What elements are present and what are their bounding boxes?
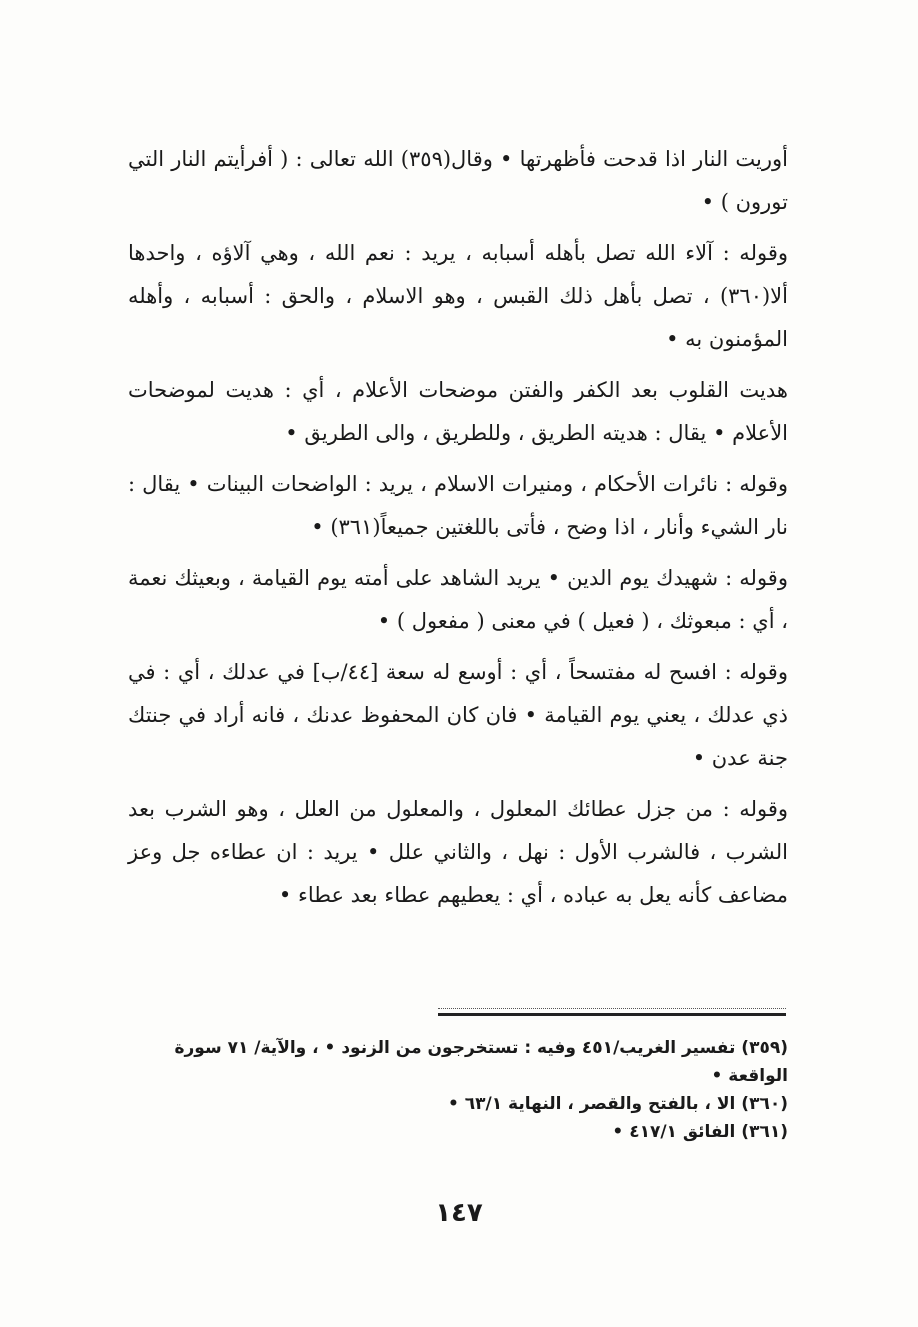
page-number: ١٤٧: [435, 1198, 483, 1228]
footnote-360: (٣٦٠) الا ، بالفتح والقصر ، النهاية ٦٣/١ •: [447, 1094, 788, 1114]
paragraph-2: وقوله : آلاء الله تصل بأهله أسبابه ، يريد : نعم الله ، وهي آلاؤه ، واحدها ألا(٣٦٠) ، تصل بأهل ذلك القبس ، وهو الاسلام ، والحق : أسبابه ، وأهله المؤمنون به •: [128, 241, 788, 351]
paragraph-4: وقوله : نائرات الأحكام ، ومنيرات الاسلام ، يريد : الواضحات البينات • يقال : نار الشيء وأنار ، اذا وضح ، فأتى باللغتين جميعاً(٣٦١) •: [128, 472, 788, 539]
paragraph-1: أوريت النار اذا قدحت فأظهرتها • وقال(٣٥٩) الله تعالى : ( أفرأيتم النار التي تورون ) •: [128, 147, 789, 214]
paragraph-3: هديت القلوب بعد الكفر والفتن موضحات الأعلام ، أي : هديت لموضحات الأعلام • يقال : هديته الطريق ، وللطريق ، والى الطريق •: [128, 378, 788, 445]
footnote-divider-dots: [438, 1008, 786, 1011]
footnote-361: (٣٦١) الفائق ٤١٧/١ •: [612, 1122, 788, 1142]
paragraph-7: وقوله : من جزل عطائك المعلول ، والمعلول من العلل ، وهو الشرب بعد الشرب ، فالشرب الأول : نهل ، والثاني علل • يريد : ان عطاءه جل وعز مضاعف كأنه يعل به عباده ، أي : يعطيهم عطاء بعد عطاء •: [128, 797, 788, 907]
paragraph-5: وقوله : شهيدك يوم الدين • يريد الشاهد على أمته يوم القيامة ، وبعيثك نعمة ، أي : مبعوثك ، ( فعيل ) في معنى ( مفعول ) •: [128, 566, 788, 633]
main-text: [128, 138, 788, 917]
footnote-359: (٣٥٩) تفسير الغريب/٤٥١ وفيه : تستخرجون من الزنود • ، والآية/ ٧١ سورة الواقعة •: [174, 1038, 788, 1086]
footnotes: [128, 1034, 788, 1146]
paragraph-6: وقوله : افسح له مفتسحاً ، أي : أوسع له سعة [٤٤/ب] في عدلك ، أي : في ذي عدلك ، يعني يوم القيامة • فان كان المحفوظ عدنك ، فانه أراد في جنتك جنة عدن •: [128, 660, 788, 770]
footnote-divider: [438, 1013, 786, 1016]
